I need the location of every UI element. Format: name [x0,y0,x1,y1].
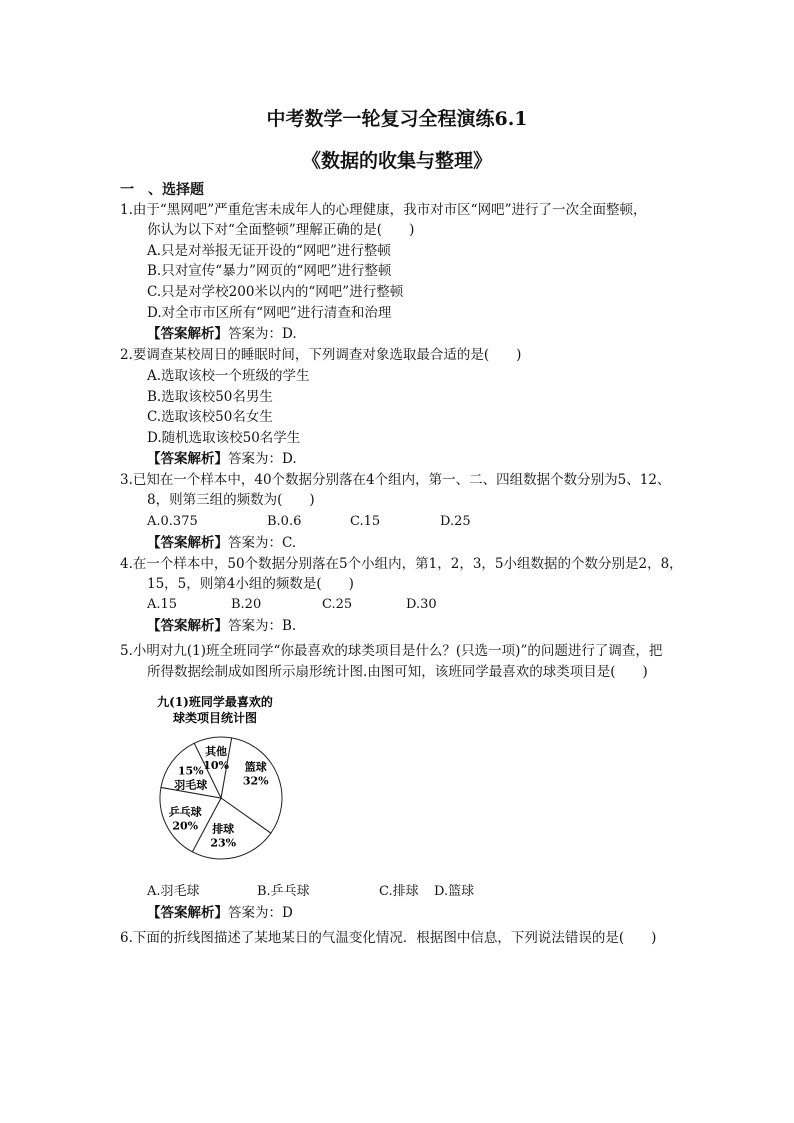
pie-slice-label: 羽毛球 [174,778,208,792]
answer-text: 答案为：D. [228,326,297,342]
q5-text-line1: 5.小明对九(1)班全班同学“你最喜欢的球类项目是什么？(只选一项)”的问题进行了调查，把 [120,643,663,659]
q4-option-b: B.20 [231,597,262,612]
q5-text-line2: 所得数据绘制成如图所示扇形统计图.由图可知，该班同学最喜欢的球类项目是( ) [147,664,648,680]
page-subtitle: 《数据的收集与整理》 [301,150,492,172]
q1-answer [147,325,297,343]
q2-option-b: B.选取该校50名男生 [147,389,273,405]
pie-slice-label: 排球 [212,822,235,836]
q1-option-b: B.只对宣传“暴力”网页的“网吧”进行整顿 [147,263,392,279]
q3-option-a: A.0.375 [147,514,198,529]
page-title: 中考数学一轮复习全程演练6.1 [266,108,528,130]
pie-slice-percent: 32% [242,774,269,788]
pie-slice-label: 篮球 [244,760,267,774]
q4-text-line1: 4.在一个样本中，50个数据分别落在5个小组内，第1，2，3，5小组数据的个数分别是2，8， [120,556,683,572]
answer-label: 【答案解析】 [147,451,228,467]
q5-option-b: B.乒乓球 [257,884,310,899]
answer-label: 【答案解析】 [147,326,228,342]
pie-slice-percent: 15% [177,764,204,778]
q4-option-d: D.30 [406,597,437,612]
q3-answer [147,534,296,552]
q5-option-d: D.篮球 [434,884,475,899]
q1-option-a: A.只是对举报无证开设的“网吧”进行整顿 [147,243,391,259]
answer-label: 【答案解析】 [147,618,228,634]
q5-option-c: C.排球 [379,884,419,899]
q1-text-line2: 你认为以下对“全面整顿”理解正确的是( ) [147,222,415,238]
answer-text: 答案为：B. [228,618,297,634]
answer-text: 答案为：D [228,905,293,921]
answer-text: 答案为：D. [228,451,297,467]
answer-text: 答案为：C. [228,535,297,551]
q4-answer [147,617,296,635]
answer-label: 【答案解析】 [147,535,228,551]
answer-label: 【答案解析】 [147,905,228,921]
q2-answer [147,450,297,468]
q4-option-a: A.15 [147,597,178,612]
q3-text-line2: 8，则第三组的频数为( ) [147,492,315,508]
q1-option-d: D.对全市市区所有“网吧”进行清查和治理 [147,305,392,321]
chart-title-line2: 球类项目统计图 [172,711,258,725]
chart-title-line1: 九(1)班同学最喜欢的 [157,695,273,709]
q4-text-line2: 15，5，则第4小组的频数是( ) [147,576,354,592]
pie-slice-label: 乒乓球 [168,805,202,819]
q6-text-line1: 6.下面的折线图描述了某地某日的气温变化情况．根据图中信息，下列说法错误的是( ) [120,930,657,946]
q1-option-c: C.只是对学校200米以内的“网吧”进行整顿 [147,284,404,300]
q2-option-d: D.随机选取该校50名学生 [147,430,301,446]
q2-text-line1: 2.要调查某校周日的睡眠时间，下列调查对象选取最合适的是( ) [120,347,522,363]
q1-text-line1: 1.由于“黑网吧”严重危害未成年人的心理健康，我市对市区“网吧”进行了一次全面整顿， [120,202,647,218]
q3-option-d: D.25 [440,514,471,529]
q3-option-c: C.15 [350,514,381,529]
q3-text-line1: 3.已知在一个样本中，40个数据分别落在4个组内，第一、二、四组数据个数分别为5、12、 [120,472,671,488]
pie-slice-percent: 23% [210,836,237,850]
section-heading: 一 、选择题 [120,182,204,198]
pie-chart [142,692,302,867]
q3-option-b: B.0.6 [267,514,302,529]
q5-answer [147,904,293,922]
q2-option-a: A.选取该校一个班级的学生 [147,368,310,384]
pie-slice-percent: 10% [203,758,229,772]
pie-slice-label: 其他 [205,744,228,758]
q2-option-c: C.选取该校50名女生 [147,409,273,425]
pie-slice-percent: 20% [172,819,199,833]
q5-option-a: A.羽毛球 [147,884,200,899]
q4-option-c: C.25 [322,597,353,612]
